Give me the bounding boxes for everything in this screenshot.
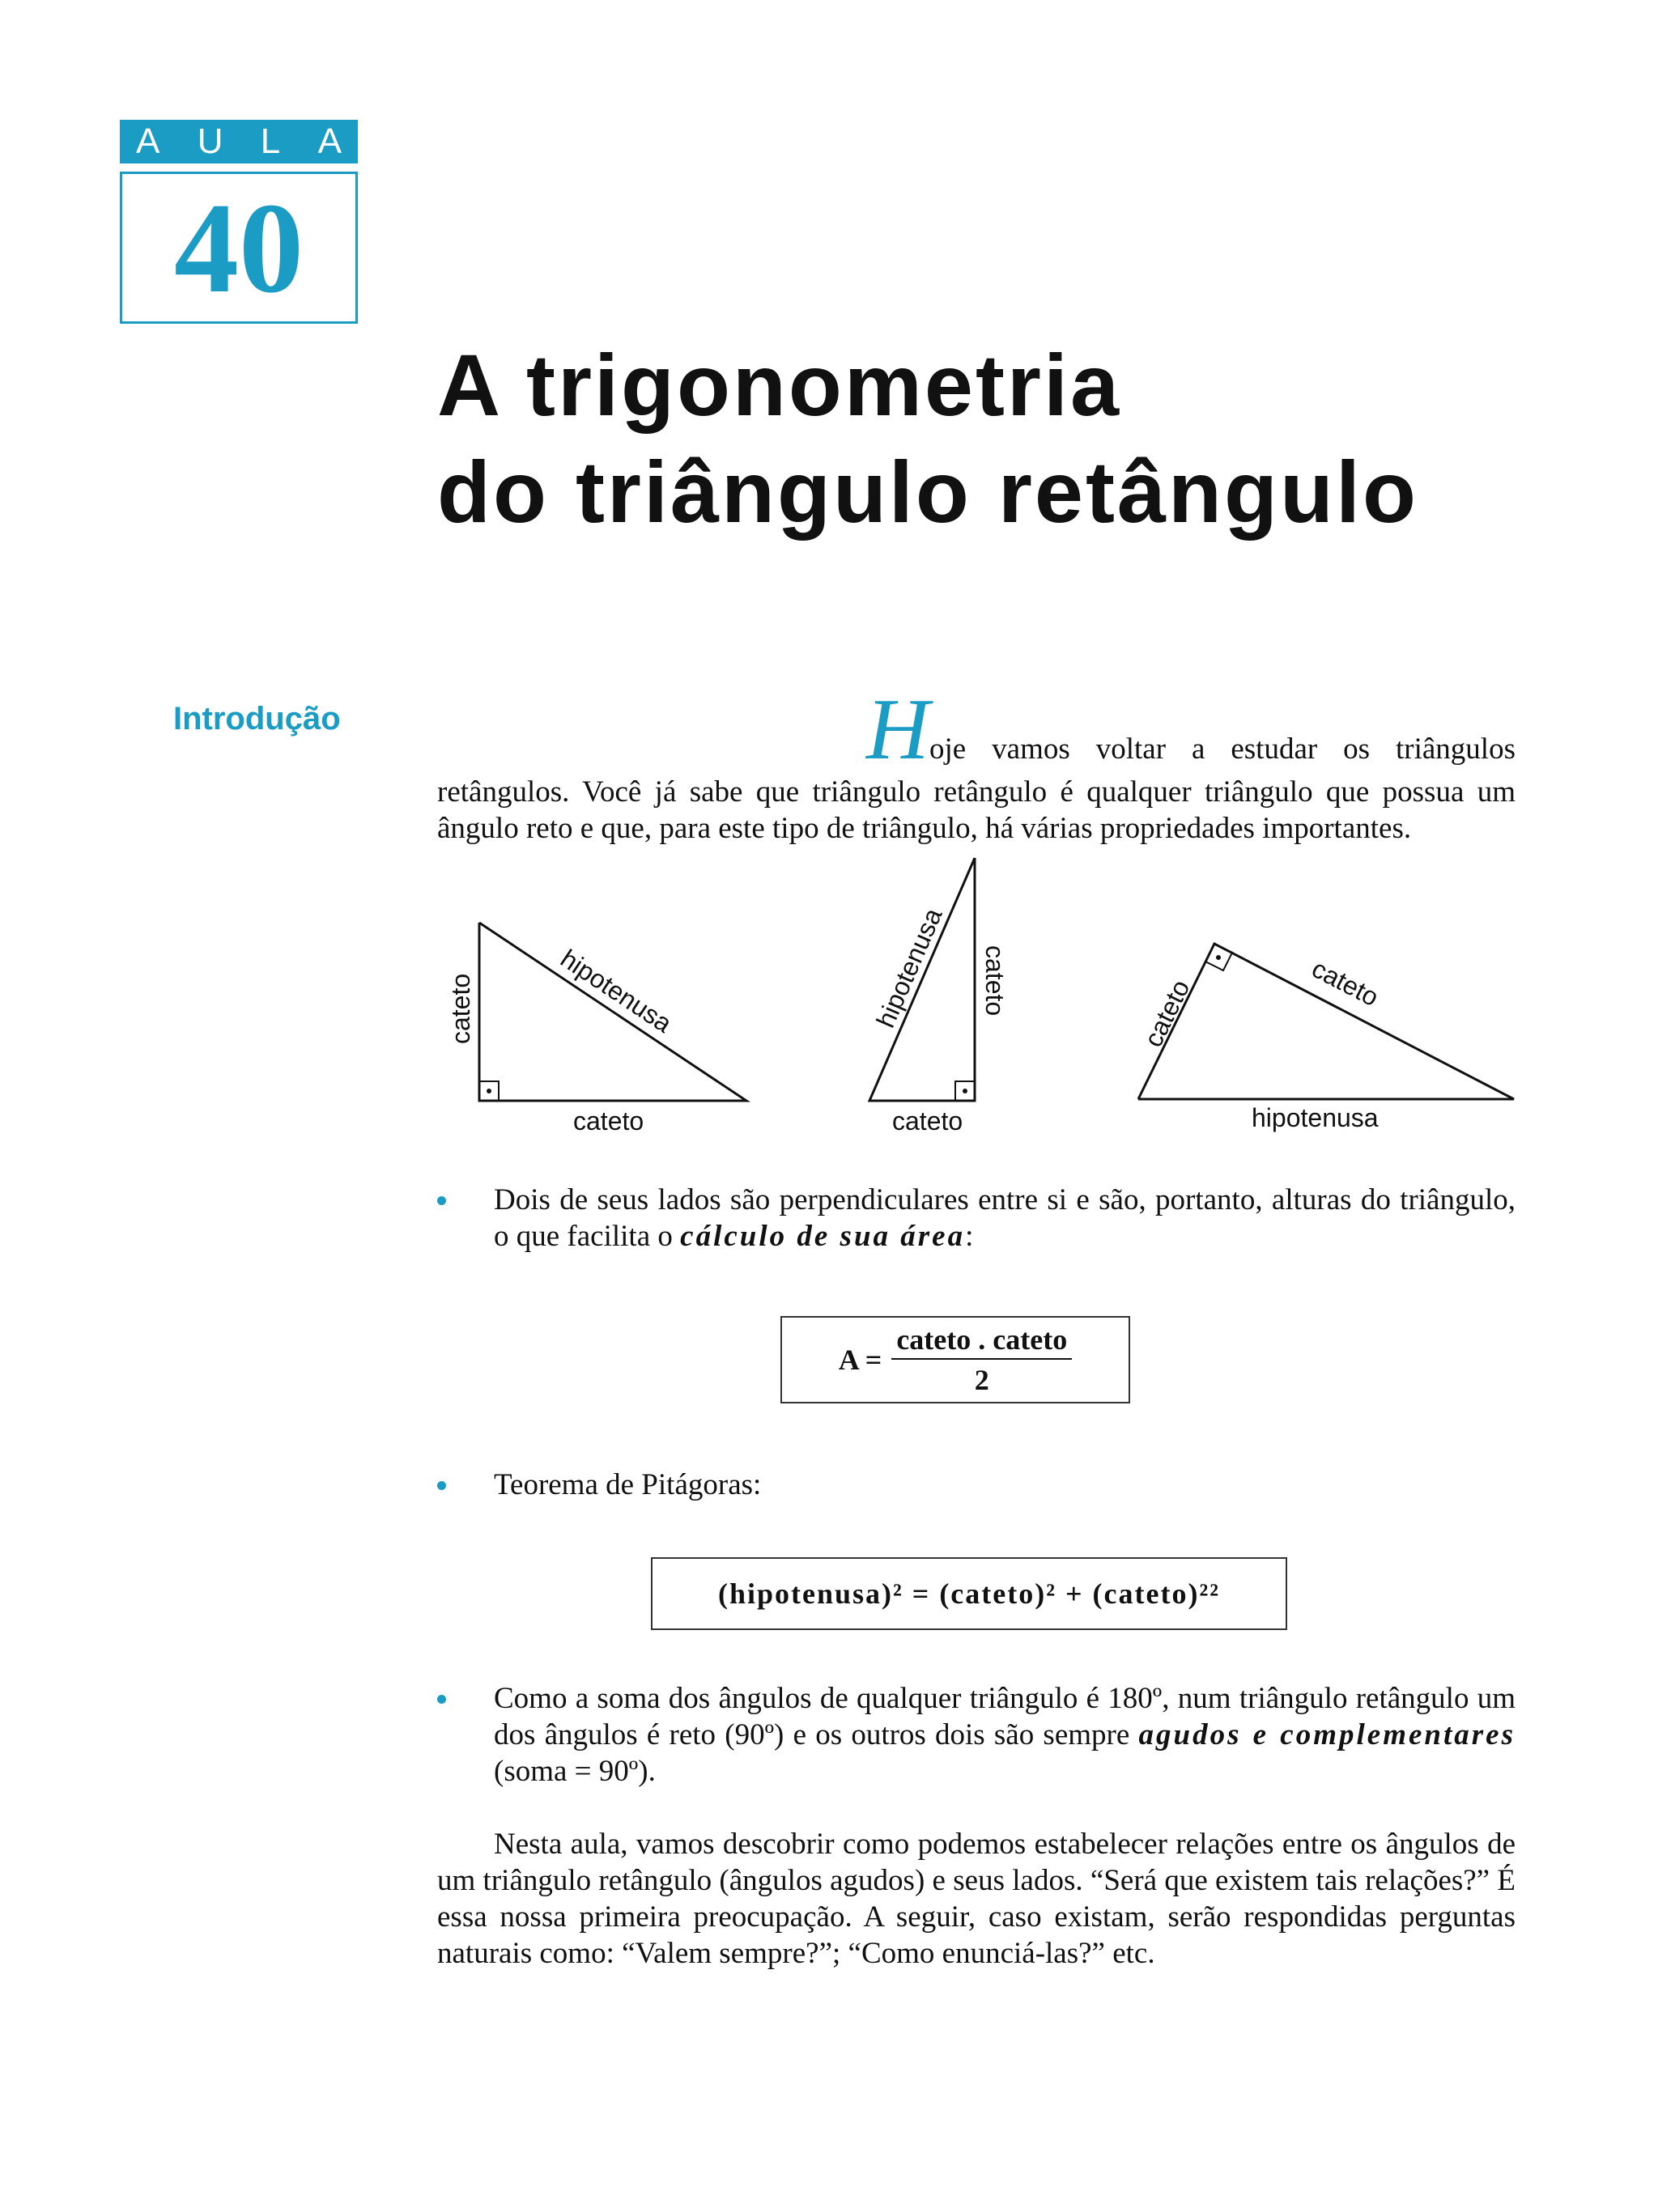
page-title xyxy=(437,332,1571,546)
t1-leg-vertical-label: cateto xyxy=(446,973,475,1044)
right-angle-dot xyxy=(963,1089,967,1093)
area-formula-box xyxy=(780,1316,1130,1403)
bullet-3-text: Como a soma dos ângulos de qualquer triângulo é 180º, num triângulo retângulo um dos ângulos é reto (90º) e os outros dois são sempre xyxy=(494,1682,1516,1751)
bullet-item xyxy=(437,1467,1516,1503)
right-angle-dot xyxy=(1216,955,1221,960)
closing-paragraph xyxy=(437,1826,1516,1972)
triangle-2-shape xyxy=(869,858,975,1101)
aula-letter: U xyxy=(197,121,223,161)
t3-leg-short-label: cateto xyxy=(1137,974,1196,1052)
t2-leg-horizontal-label: cateto xyxy=(892,1106,963,1136)
title-line-1: A trigonometria xyxy=(437,336,1122,434)
t3-leg-long-label: cateto xyxy=(1307,953,1384,1013)
pythagoras-formula-box xyxy=(651,1557,1287,1630)
bullet-2-text: Teorema de Pitágoras: xyxy=(494,1468,762,1501)
bullet-item xyxy=(437,1680,1516,1790)
t3-hypotenuse-label: hipotenusa xyxy=(1252,1103,1379,1132)
area-fraction xyxy=(891,1323,1072,1397)
bullet-item xyxy=(437,1182,1516,1255)
aula-letter: A xyxy=(317,121,342,161)
bullet-1-text: Dois de seus lados são perpendiculares entre si e são, portanto, alturas do triângulo, o que facilita o xyxy=(494,1183,1516,1253)
aula-letter: L xyxy=(260,121,281,161)
dropcap-letter: H xyxy=(866,681,929,778)
title-line-2: do triângulo retângulo xyxy=(437,443,1418,541)
triangle-1-shape xyxy=(479,923,746,1101)
aula-banner xyxy=(120,120,358,163)
intro-paragraph xyxy=(437,681,1516,847)
t2-hypotenuse-label: hipotenusa xyxy=(870,903,948,1032)
right-angle-dot xyxy=(487,1089,491,1093)
bullet-1-emphasis: cálculo de sua área xyxy=(680,1220,966,1253)
area-formula-lhs: A = xyxy=(838,1344,882,1376)
bullet-text xyxy=(494,1680,1516,1790)
closing-text: Nesta aula, vamos descobrir como podemos estabelecer relações entre os ângulos de um triângulo retângulo (ângulos agudos) e seus lados. “Será que existem tais relações?” É essa nossa primeira preocupação. A seguir, caso existam, serão respondidas perguntas naturais como: “Valem sempre?”; “Como enunciá-las?” etc. xyxy=(437,1828,1516,1970)
area-denominator: 2 xyxy=(974,1364,989,1396)
triangle-1 xyxy=(479,923,746,1101)
t1-leg-horizontal-label: cateto xyxy=(573,1106,644,1136)
intro-text: oje vamos voltar a estudar os triângulos retângulos. Você já sabe que triângulo retângulo é qualquer triângulo que possua um ângulo reto e que, para este tipo de triângulo, há várias propriedades importantes. xyxy=(437,732,1516,845)
aula-letter: A xyxy=(136,121,160,161)
section-label: Introdução xyxy=(173,701,341,737)
bullet-icon xyxy=(437,1695,446,1704)
pythagoras-formula: (hipotenusa)² = (cateto)² + (cateto)²² xyxy=(717,1577,1221,1610)
t2-leg-vertical-label: cateto xyxy=(980,945,1010,1017)
area-numerator: cateto . cateto xyxy=(891,1323,1072,1360)
aula-number: 40 xyxy=(120,172,358,324)
bullet-text xyxy=(494,1182,1516,1255)
bullet-1-end: : xyxy=(965,1220,974,1253)
bullet-3-end: (soma = 90º). xyxy=(494,1755,656,1788)
bullet-icon xyxy=(437,1196,446,1205)
triangle-2 xyxy=(869,858,975,1101)
bullet-3-emphasis: agudos e complementares xyxy=(1138,1718,1516,1751)
bullet-icon xyxy=(437,1481,446,1490)
triangles-figure xyxy=(437,850,1522,1141)
t1-hypotenuse-label: hipotenusa xyxy=(555,943,678,1038)
